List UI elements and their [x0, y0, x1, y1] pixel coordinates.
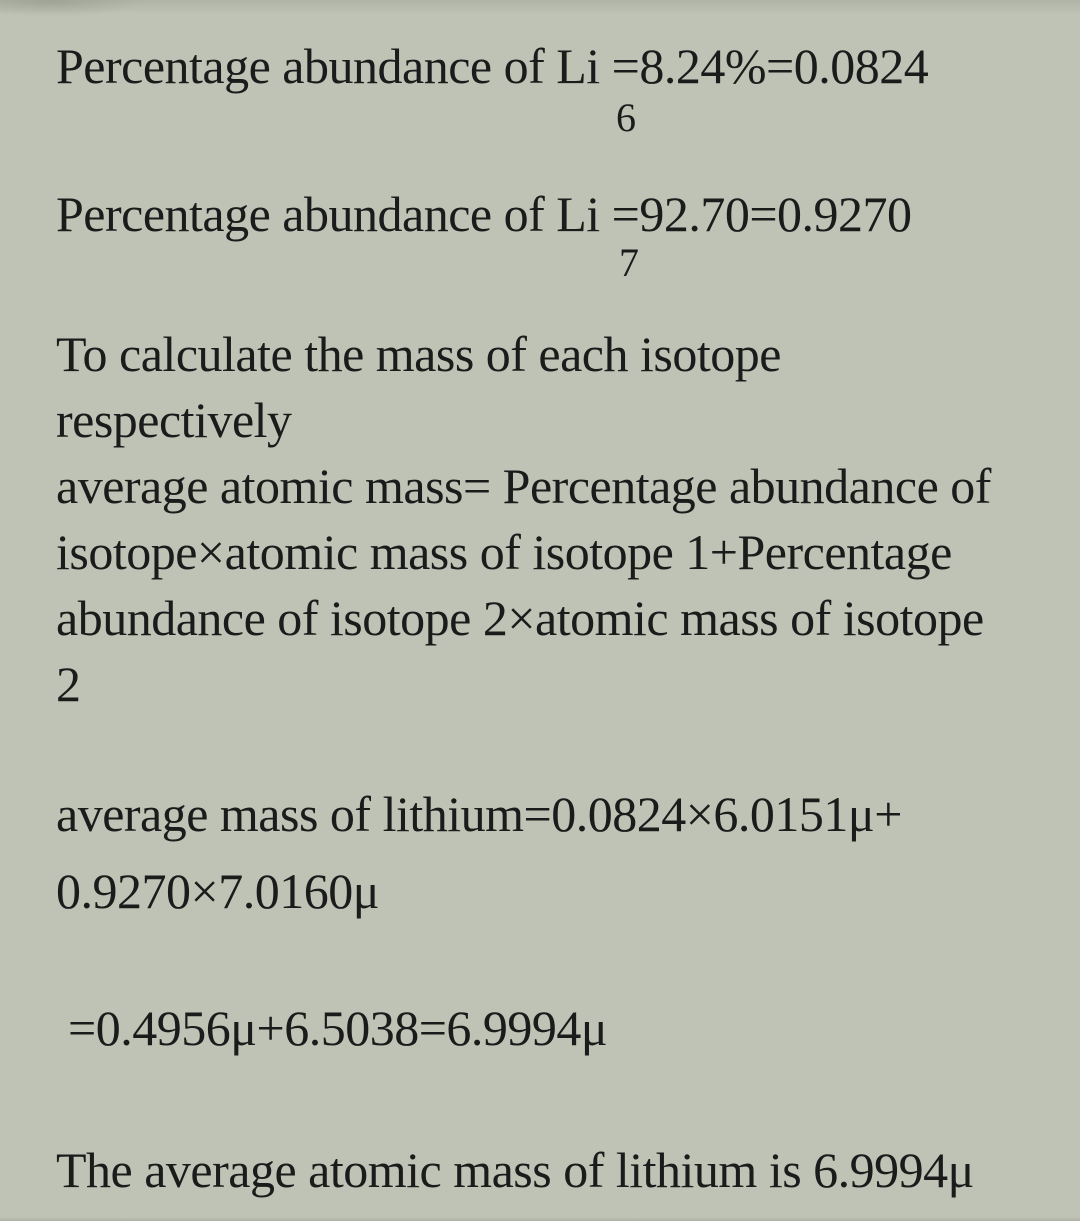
method-text-line-3: average atomic mass= Percentage abundance of [56, 458, 991, 514]
method-text-line-1: To calculate the mass of each isotope [56, 326, 781, 382]
method-text-line-2: respectively [56, 392, 292, 448]
top-left-shadow-smudge [0, 0, 220, 30]
li6-mass-number-subscript: 6 [616, 95, 636, 140]
li6-abundance-text: Percentage abundance of Li =8.24%=0.0824 [56, 38, 929, 94]
bottom-edge-shadow [0, 1217, 1080, 1221]
li7-mass-number-subscript: 7 [619, 240, 639, 285]
result-text: =0.4956μ+6.5038=6.9994μ [56, 1000, 608, 1056]
method-text-line-6: 2 [56, 656, 81, 712]
calculation-line-1: average mass of lithium=0.0824×6.0151μ+ [56, 786, 902, 842]
calculation-line-2: 0.9270×7.0160μ [56, 863, 380, 919]
top-edge-shadow [0, 0, 1080, 14]
conclusion-text: The average atomic mass of lithium is 6.9994μ [56, 1142, 974, 1198]
method-text-line-5: abundance of isotope 2×atomic mass of isotope [56, 590, 984, 646]
li7-abundance-text: Percentage abundance of Li =92.70=0.9270 [56, 186, 912, 242]
method-text-line-4: isotope×atomic mass of isotope 1+Percentage [56, 524, 952, 580]
